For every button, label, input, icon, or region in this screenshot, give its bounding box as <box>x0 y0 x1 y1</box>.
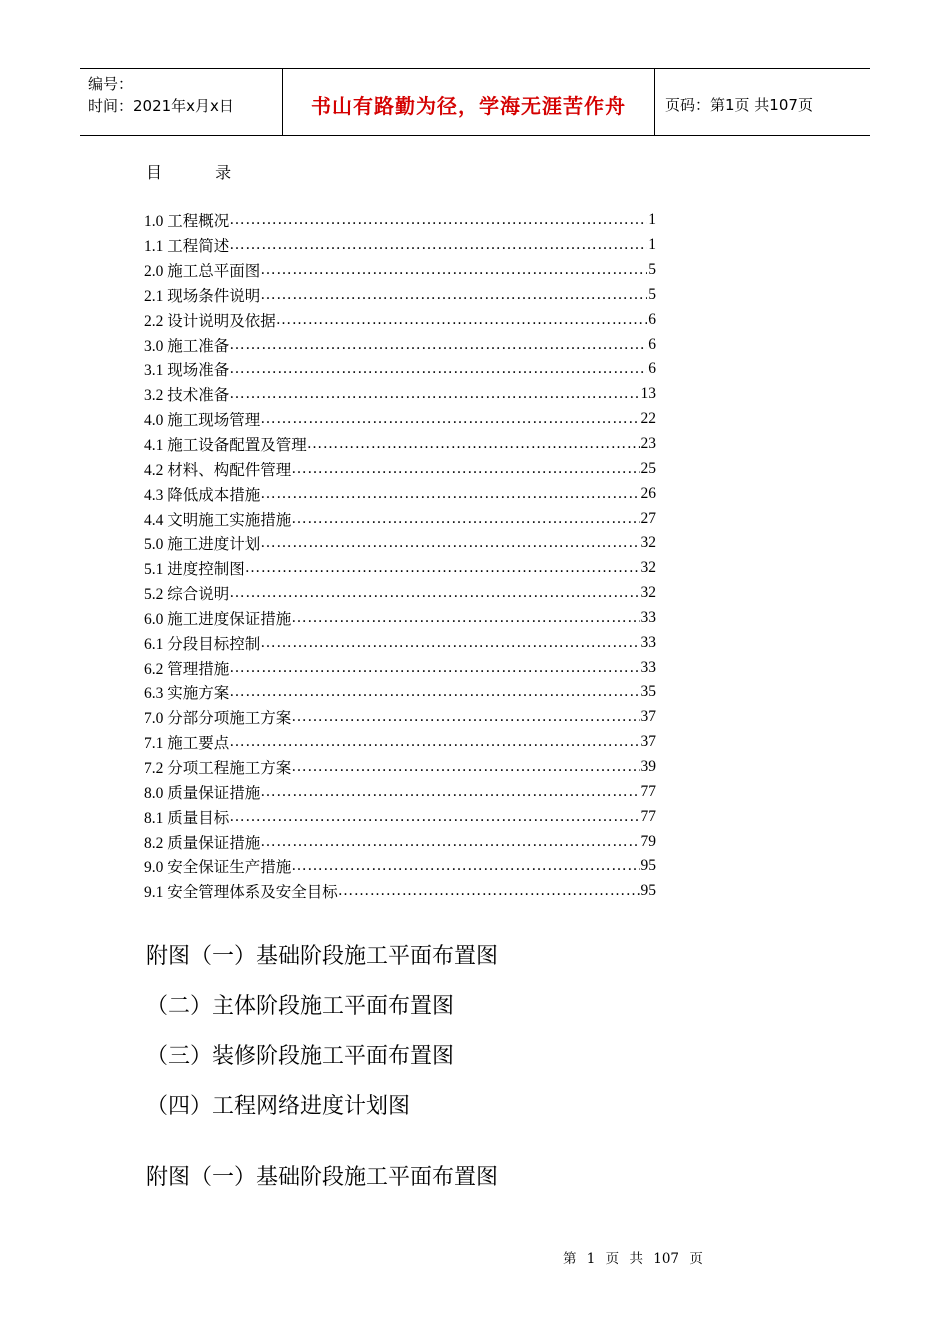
toc-entry-page: 1 <box>648 211 656 229</box>
toc-entry-page: 1 <box>648 236 656 254</box>
toc-leader-dots <box>229 336 647 354</box>
toc-entry[interactable] <box>144 680 656 705</box>
toc-entry[interactable] <box>144 879 656 904</box>
document-header <box>80 68 870 136</box>
toc-entry-page: 95 <box>640 882 656 900</box>
header-page-info: 页码：第1页 共107页 <box>665 95 813 114</box>
toc-entry[interactable] <box>144 606 656 631</box>
toc-entry-page: 37 <box>640 733 656 751</box>
toc-entry-label: 8.1 质量目标 <box>144 809 230 827</box>
toc-entry-page: 26 <box>640 484 656 502</box>
toc-entry-label: 4.1 施工设备配置及管理 <box>144 437 307 455</box>
toc-entry-label: 7.0 分部分项施工方案 <box>144 710 292 728</box>
toc-entry[interactable] <box>144 332 656 357</box>
toc-entry-label: 2.2 设计说明及依据 <box>144 312 276 330</box>
time-label: 时间：2021年x月x日 <box>88 97 234 115</box>
toc-entry-page: 95 <box>640 857 656 875</box>
toc-entry[interactable] <box>144 556 656 581</box>
toc-entry-page: 13 <box>640 385 656 403</box>
toc-entry-label: 4.4 文明施工实施措施 <box>144 511 292 529</box>
toc-entry-label: 6.2 管理措施 <box>144 660 230 678</box>
toc-leader-dots <box>291 758 639 776</box>
toc-leader-dots <box>229 211 647 229</box>
toc-entry-label: 7.2 分项工程施工方案 <box>144 759 292 777</box>
toc-leader-dots <box>338 882 640 900</box>
appendix-item: （四）工程网络进度计划图 <box>146 1094 411 1119</box>
toc-entry-page: 33 <box>640 658 656 676</box>
toc-entry[interactable] <box>144 283 656 308</box>
header-meta <box>80 69 282 135</box>
toc-leader-dots <box>260 833 639 851</box>
toc-entry[interactable] <box>144 655 656 680</box>
toc-entry-label: 3.2 技术准备 <box>144 387 230 405</box>
appendix-item: （二）主体阶段施工平面布置图 <box>146 994 455 1019</box>
toc-leader-dots <box>260 534 639 552</box>
toc-leader-dots <box>260 783 639 801</box>
toc-entry-label: 8.2 质量保证措施 <box>144 834 261 852</box>
toc-title: 目 录 <box>146 163 256 182</box>
toc-entry-label: 1.1 工程简述 <box>144 238 230 256</box>
toc-entry-label: 8.0 质量保证措施 <box>144 784 261 802</box>
toc-entry-page: 6 <box>648 310 656 328</box>
number-label: 编号： <box>88 75 134 93</box>
toc-entry-page: 32 <box>640 559 656 577</box>
toc-entry[interactable] <box>144 829 656 854</box>
toc-entry-page: 5 <box>648 261 656 279</box>
toc-entry-label: 3.0 施工准备 <box>144 337 230 355</box>
toc-leader-dots <box>291 609 639 627</box>
toc-entry[interactable] <box>144 581 656 606</box>
toc-entry-page: 25 <box>640 459 656 477</box>
toc-entry-label: 4.2 材料、构配件管理 <box>144 461 292 479</box>
toc-entry[interactable] <box>144 233 656 258</box>
toc-entry-page: 32 <box>640 584 656 602</box>
toc-entry-label: 5.0 施工进度计划 <box>144 536 261 554</box>
toc-entry-label: 2.1 现场条件说明 <box>144 287 261 305</box>
toc-entry[interactable] <box>144 531 656 556</box>
toc-leader-dots <box>276 311 647 329</box>
toc-entry[interactable] <box>144 357 656 382</box>
toc-entry-page: 5 <box>648 285 656 303</box>
toc-entry-page: 6 <box>648 360 656 378</box>
toc-leader-dots <box>307 435 640 453</box>
toc-entry-label: 5.2 综合说明 <box>144 586 230 604</box>
toc-entry-page: 33 <box>640 608 656 626</box>
header-motto: 书山有路勤为径，学海无涯苦作舟 <box>311 93 626 118</box>
toc-leader-dots <box>291 510 639 528</box>
toc-entry-label: 3.1 现场准备 <box>144 362 230 380</box>
toc-entry[interactable] <box>144 854 656 879</box>
toc-entry[interactable] <box>144 630 656 655</box>
toc-entry[interactable] <box>144 258 656 283</box>
toc-leader-dots <box>229 385 639 403</box>
toc-leader-dots <box>260 485 639 503</box>
toc-entry[interactable] <box>144 506 656 531</box>
toc-entry[interactable] <box>144 779 656 804</box>
toc-entry-label: 4.3 降低成本措施 <box>144 486 261 504</box>
appendix-list <box>146 932 498 1132</box>
toc-entry-page: 6 <box>648 335 656 353</box>
toc-entry-page: 23 <box>640 435 656 453</box>
toc-leader-dots <box>229 683 639 701</box>
table-of-contents <box>144 208 656 904</box>
toc-entry-label: 4.0 施工现场管理 <box>144 412 261 430</box>
toc-entry-label: 6.3 实施方案 <box>144 685 230 703</box>
toc-leader-dots <box>245 559 640 577</box>
toc-entry-page: 35 <box>640 683 656 701</box>
toc-entry[interactable] <box>144 208 656 233</box>
toc-entry-label: 2.0 施工总平面图 <box>144 263 261 281</box>
toc-entry-page: 37 <box>640 708 656 726</box>
toc-entry-page: 32 <box>640 534 656 552</box>
toc-entry[interactable] <box>144 481 656 506</box>
footer-page-number: 第 1 页 共 107 页 <box>563 1251 703 1267</box>
toc-entry-page: 77 <box>640 782 656 800</box>
toc-leader-dots <box>260 261 647 279</box>
toc-entry-page: 79 <box>640 832 656 850</box>
appendix-item: （三）装修阶段施工平面布置图 <box>146 1044 455 1069</box>
toc-entry-label: 6.0 施工进度保证措施 <box>144 610 292 628</box>
toc-leader-dots <box>229 733 639 751</box>
toc-entry[interactable] <box>144 432 656 457</box>
toc-entry-label: 9.1 安全管理体系及安全目标 <box>144 884 338 902</box>
appendix-item: 附图（一）基础阶段施工平面布置图 <box>146 944 499 969</box>
toc-entry-label: 9.0 安全保证生产措施 <box>144 859 292 877</box>
toc-entry-page: 27 <box>640 509 656 527</box>
toc-leader-dots <box>229 659 639 677</box>
toc-leader-dots <box>229 360 647 378</box>
toc-leader-dots <box>260 286 647 304</box>
header-motto-cell <box>282 69 655 135</box>
toc-entry-label: 6.1 分段目标控制 <box>144 635 261 653</box>
toc-entry-page: 77 <box>640 807 656 825</box>
toc-entry[interactable] <box>144 755 656 780</box>
toc-entry-label: 7.1 施工要点 <box>144 735 230 753</box>
toc-leader-dots <box>229 584 639 602</box>
appendix-heading: 附图（一）基础阶段施工平面布置图 <box>146 1165 499 1190</box>
toc-leader-dots <box>229 808 639 826</box>
toc-entry[interactable] <box>144 705 656 730</box>
toc-entry-page: 33 <box>640 633 656 651</box>
toc-leader-dots <box>291 708 639 726</box>
toc-leader-dots <box>229 236 647 254</box>
toc-entry-label: 5.1 进度控制图 <box>144 561 245 579</box>
toc-leader-dots <box>260 634 639 652</box>
toc-leader-dots <box>291 460 639 478</box>
toc-leader-dots <box>260 410 639 428</box>
toc-entry[interactable] <box>144 407 656 432</box>
toc-entry-page: 22 <box>640 410 656 428</box>
toc-leader-dots <box>291 857 639 875</box>
toc-entry[interactable] <box>144 307 656 332</box>
toc-entry-label: 1.0 工程概况 <box>144 213 230 231</box>
toc-entry-page: 39 <box>640 757 656 775</box>
toc-entry[interactable] <box>144 456 656 481</box>
toc-entry[interactable] <box>144 804 656 829</box>
toc-entry[interactable] <box>144 382 656 407</box>
toc-entry[interactable] <box>144 730 656 755</box>
